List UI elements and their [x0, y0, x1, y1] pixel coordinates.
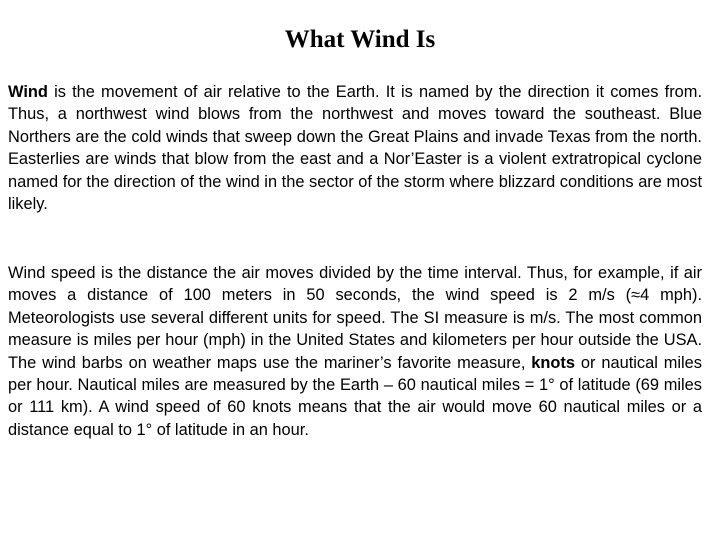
wind-definition-text: is the movement of air relative to the Earth. It is named by the direction it comes from. Thus, a northwest wind blows from the northwest and moves toward the southeast. Blue Northers are the cold winds that sweep down the Great Plains and invade Texas from the north. Easterlies are winds that blow from the east and a Nor’Easter is a violent extratropical cyclone named for the direction of the wind in the sector of the storm where blizzard conditions are most likely.	[8, 83, 702, 214]
knots-term: knots	[531, 353, 576, 372]
wind-speed-text-after: or nautical miles per hour. Nautical miles are measured by the Earth – 60 nautical miles = 1° of latitude (69 miles or 111 km). A wind speed of 60 knots means that the air would move 60 nautical miles or a distance equal to 1° of latitude in an hour.	[8, 353, 702, 439]
page-title: What Wind Is	[284, 26, 436, 53]
wind-term: Wind	[8, 83, 48, 101]
wind-speed-paragraph	[8, 262, 702, 441]
wind-definition-paragraph	[8, 81, 702, 215]
wind-speed-text-before: Wind speed is the distance the air moves divided by the time interval. Thus, for example, if air moves a distance of 100 meters in 50 seconds, the wind speed is 2 m/s (≈4 mph). Meteorologists use several different units for speed. The SI measure is m/s. The most common measure is miles per hour (mph) in the United States and kilometers per hour outside the USA. The wind barbs on weather maps use the mariner’s favorite measure,	[8, 264, 702, 372]
